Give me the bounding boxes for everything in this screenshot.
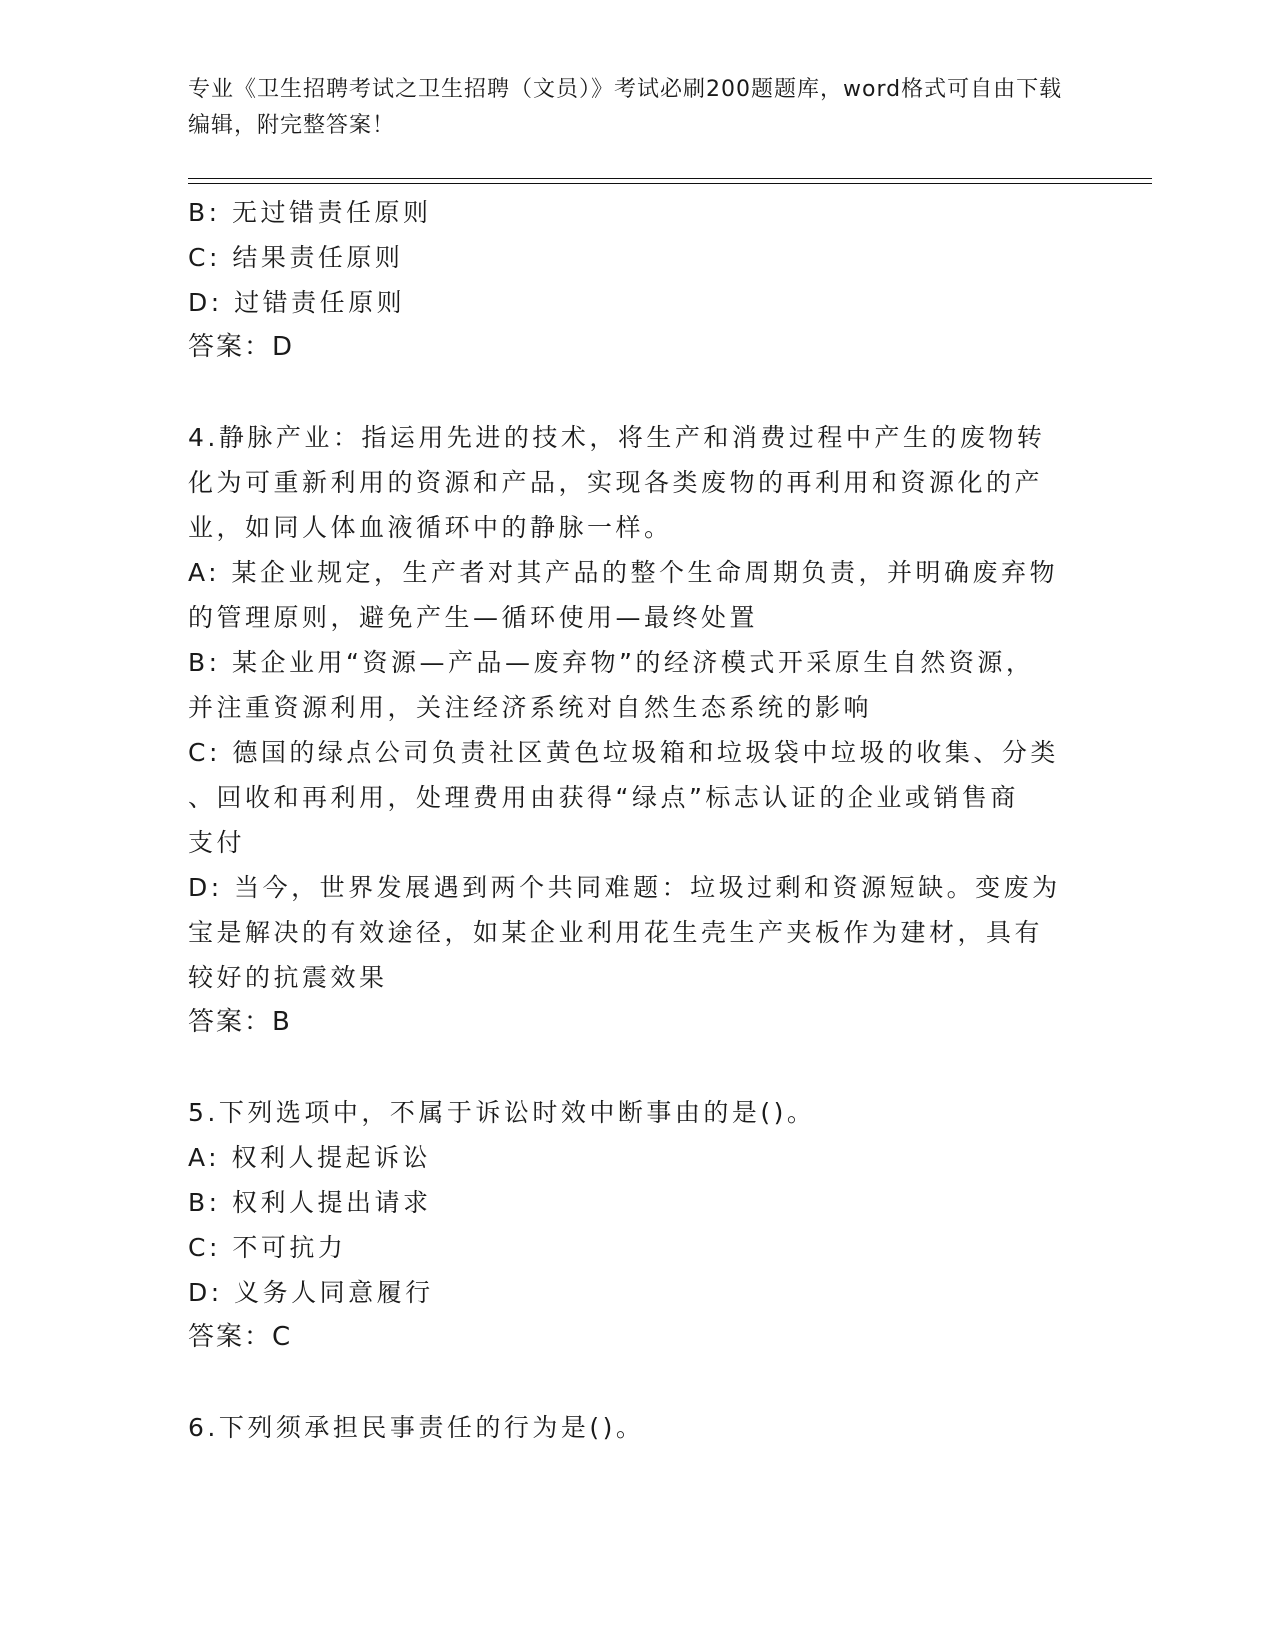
option-d-line: 宝是解决的有效途径，如某企业利用花生壳生产夹板作为建材，具有 bbox=[188, 918, 1044, 947]
question-3-tail bbox=[188, 190, 1078, 370]
question-4 bbox=[188, 415, 1078, 1045]
question-6 bbox=[188, 1405, 1078, 1450]
question-5 bbox=[188, 1090, 1078, 1360]
question-stem: 5.下列选项中，不属于诉讼时效中断事由的是()。 bbox=[188, 1098, 816, 1127]
question-stem: 6.下列须承担民事责任的行为是()。 bbox=[188, 1413, 645, 1442]
header-title: 专业《卫生招聘考试之卫生招聘（文员）》考试必刷200题题库，word格式可自由下载编辑，附完整答案！ bbox=[188, 77, 1063, 138]
option-d-line: 较好的抗震效果 bbox=[188, 963, 388, 992]
option-c: C: 结果责任原则 bbox=[188, 243, 404, 272]
option-d: D: 义务人同意履行 bbox=[188, 1278, 434, 1307]
question-stem-line: 业，如同人体血液循环中的静脉一样。 bbox=[188, 513, 673, 542]
question-stem-line: 化为可重新利用的资源和产品，实现各类废物的再利用和资源化的产 bbox=[188, 468, 1044, 497]
option-c-line: C: 德国的绿点公司负责社区黄色垃圾箱和垃圾袋中垃圾的收集、分类 bbox=[188, 738, 1059, 767]
spacer bbox=[188, 1360, 1078, 1405]
option-c-line: 、回收和再利用，处理费用由获得“绿点”标志认证的企业或销售商 bbox=[188, 783, 1019, 812]
question-list bbox=[188, 190, 1078, 1450]
document-header bbox=[188, 72, 1068, 144]
option-a-line: 的管理原则，避免产生—循环使用—最终处置 bbox=[188, 603, 759, 632]
option-b: B: 无过错责任原则 bbox=[188, 198, 432, 227]
answer-label: 答案：D bbox=[188, 332, 295, 362]
spacer bbox=[188, 370, 1078, 415]
header-divider-thin bbox=[188, 178, 1152, 179]
option-c-line: 支付 bbox=[188, 828, 246, 857]
option-a: A: 权利人提起诉讼 bbox=[188, 1143, 432, 1172]
option-d-line: D: 当今，世界发展遇到两个共同难题：垃圾过剩和资源短缺。变废为 bbox=[188, 873, 1061, 902]
option-c: C: 不可抗力 bbox=[188, 1233, 347, 1262]
header-divider-thick bbox=[188, 183, 1152, 184]
option-d: D: 过错责任原则 bbox=[188, 288, 406, 317]
option-a-line: A: 某企业规定，生产者对其产品的整个生命周期负责，并明确废弃物 bbox=[188, 558, 1059, 587]
option-b: B: 权利人提出请求 bbox=[188, 1188, 432, 1217]
question-stem-line: 4.静脉产业：指运用先进的技术，将生产和消费过程中产生的废物转 bbox=[188, 423, 1046, 452]
answer-label: 答案：C bbox=[188, 1322, 293, 1352]
option-b-line: 并注重资源利用，关注经济系统对自然生态系统的影响 bbox=[188, 693, 873, 722]
option-b-line: B: 某企业用“资源—产品—废弃物”的经济模式开采原生自然资源， bbox=[188, 648, 1035, 677]
spacer bbox=[188, 1045, 1078, 1090]
answer-label: 答案：B bbox=[188, 1007, 292, 1037]
